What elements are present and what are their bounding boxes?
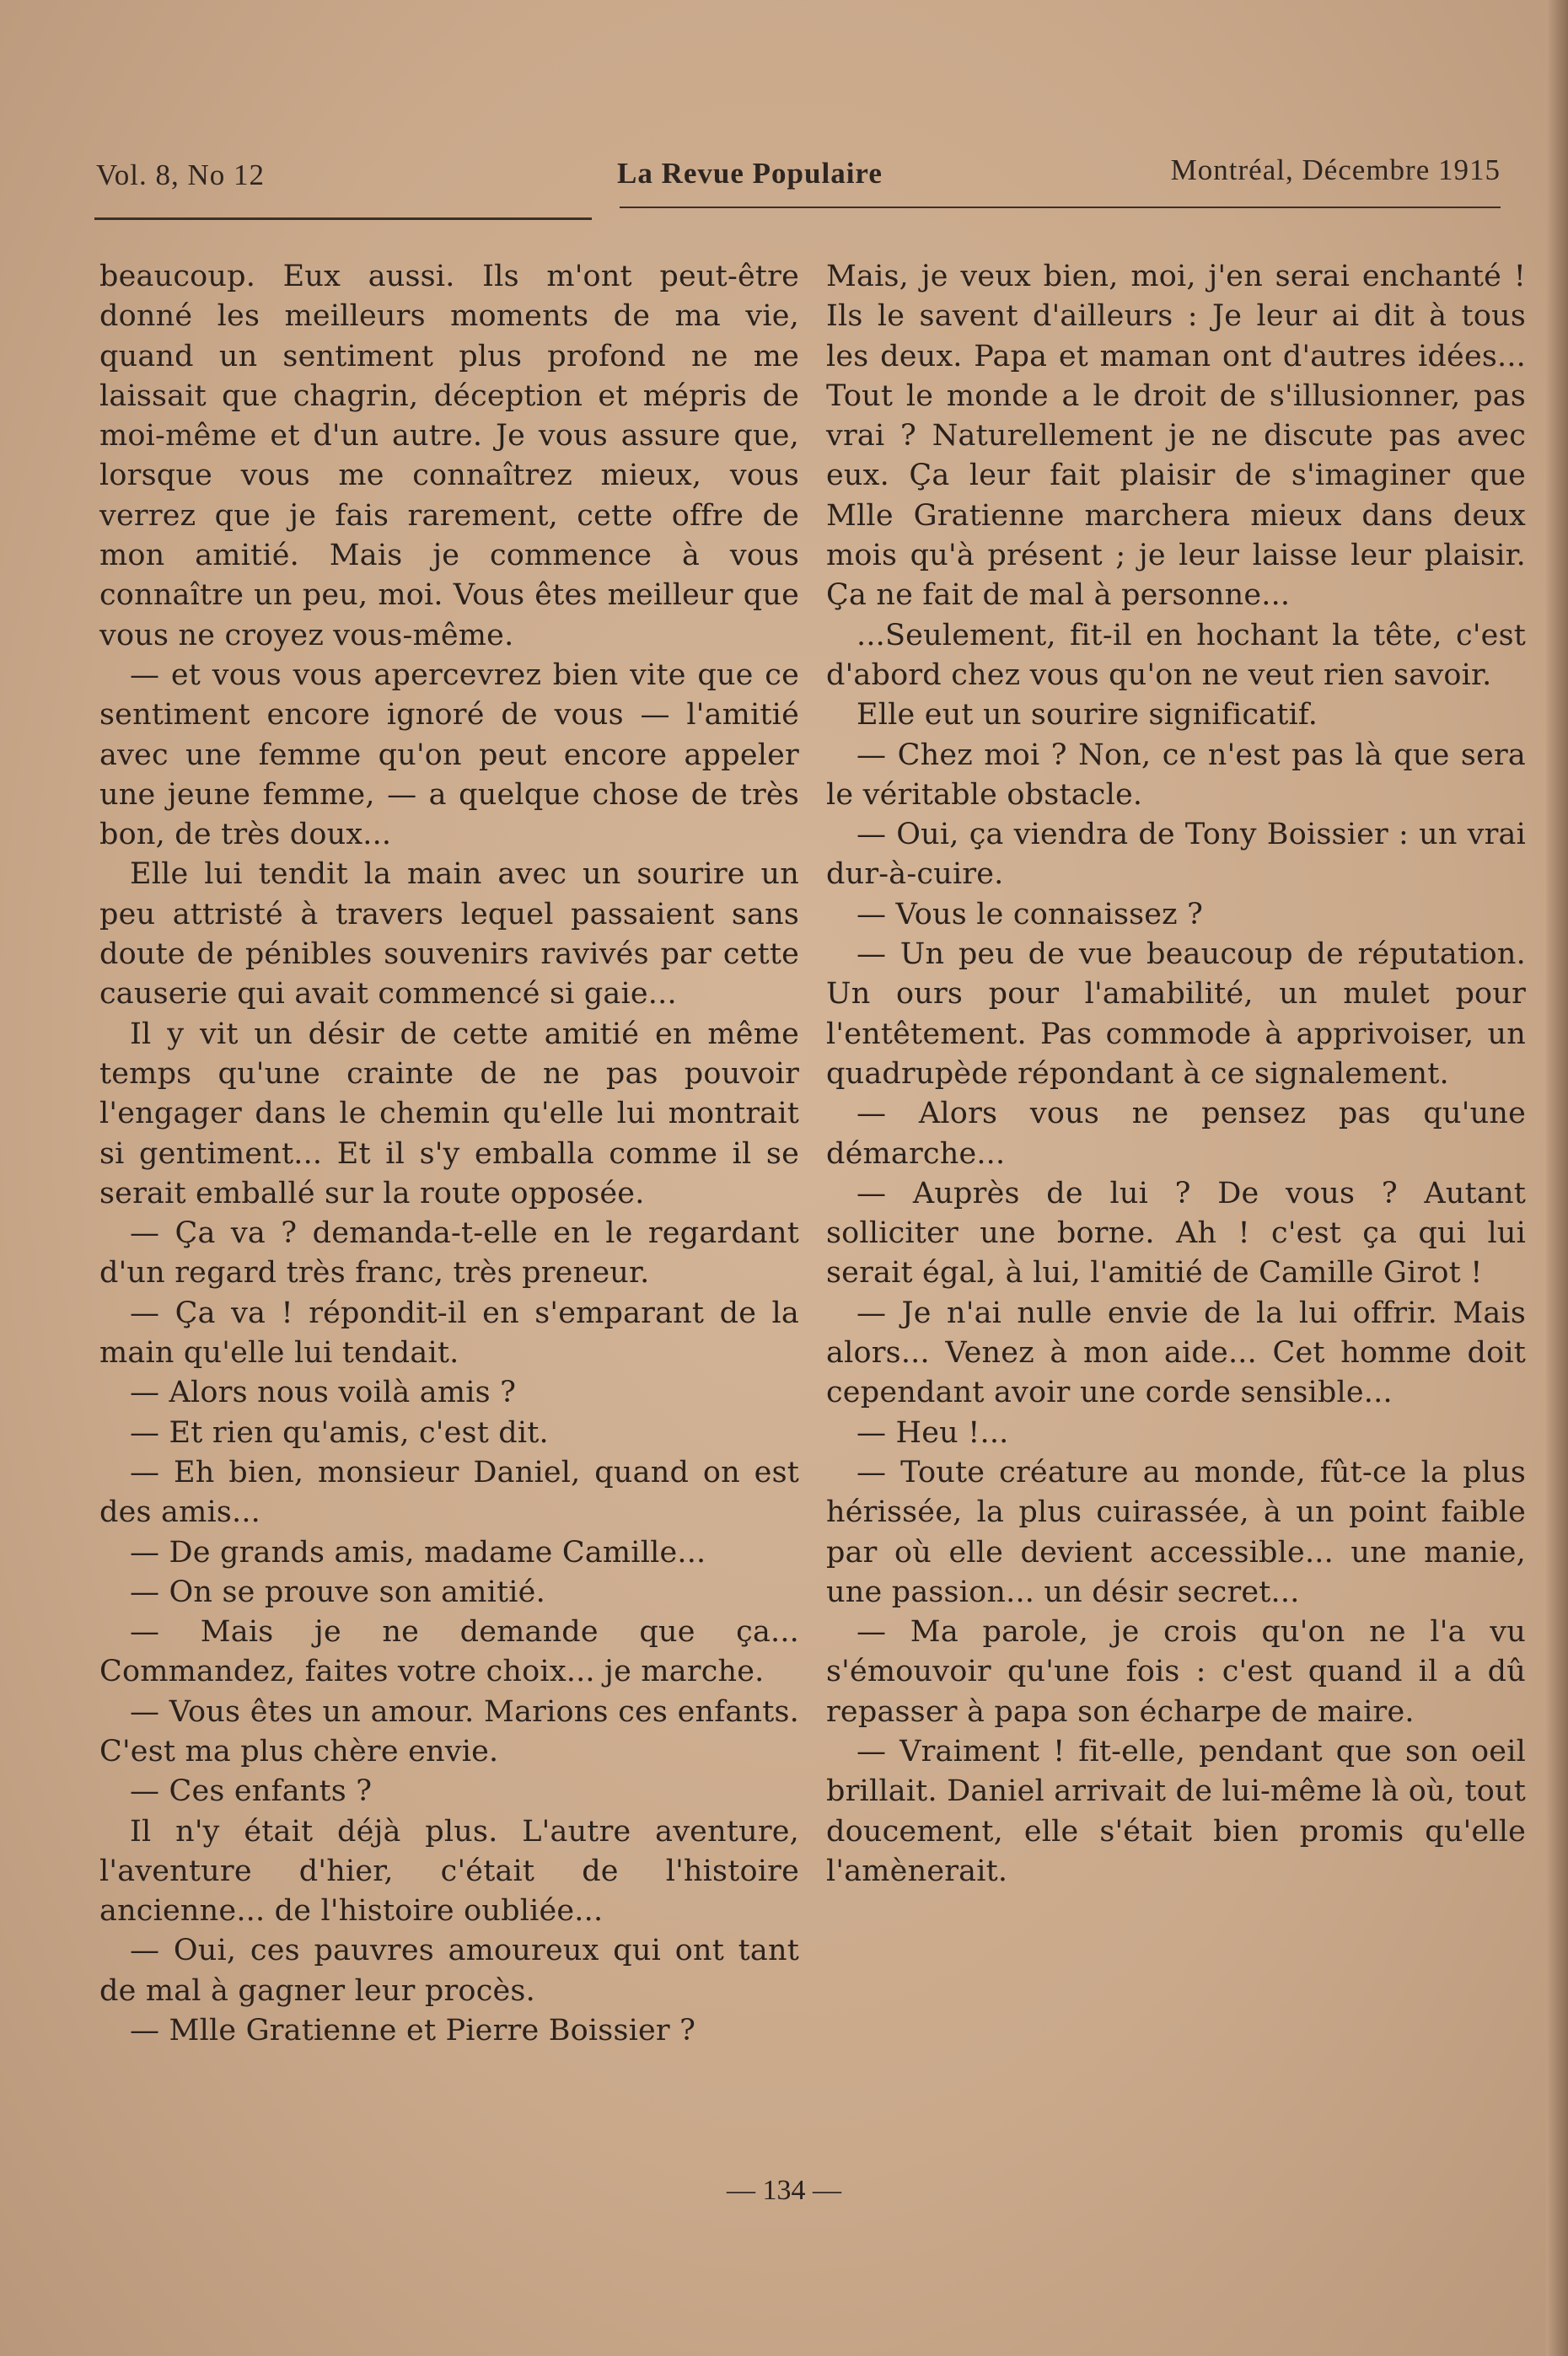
paragraph: Elle eut un sourire significatif. — [856, 698, 1318, 733]
paragraph: — Eh bien, monsieur Daniel, quand on est des amis... — [99, 1455, 799, 1530]
paragraph: Il y vit un désir de cette amitié en même temps qu'une crainte de ne pas pouvoir l'engager dans le chemin qu'elle lui montrait si gentiment... Et il s'y emballa comme il se serait emballé sur la route opposée. — [99, 1017, 799, 1210]
paragraph: — Mlle Gratienne et Pierre Boissier ? — [130, 2014, 696, 2048]
paragraph: — Oui, ça viendra de Tony Boissier : un vrai dur-à-cuire. — [826, 818, 1526, 892]
paragraph: — Auprès de lui ? De vous ? Autant solliciter une borne. Ah ! c'est ça qui lui serait égal, à lui, l'amitié de Camille Girot ! — [826, 1176, 1526, 1291]
paragraph: — On se prouve son amitié. — [130, 1575, 545, 1609]
header-rule-left — [94, 217, 592, 220]
paragraph: Elle lui tendit la main avec un sourire un peu attristé à travers lequel passaient sans doute de pénibles souvenirs ravivés par cette causerie qui avait commencé si gaie... — [99, 857, 799, 1012]
paragraph: beaucoup. Eux aussi. Ils m'ont peut-être donné les meilleurs moments de ma vie, quand un sentiment plus profond ne me laissait que chagrin, déception et mépris de moi-même et d'un autre. Je vous assure que, lorsque vous me connaîtrez mieux, vous verrez que je fais rarement, cette offre de mon amitié. Mais je commence à vous connaître un peu, moi. Vous êtes meilleur que vous ne croyez vous-même. — [99, 260, 799, 652]
page-header — [93, 153, 1501, 204]
page-number: — 134 — — [727, 2175, 841, 2206]
paragraph: — Ma parole, je crois qu'on ne l'a vu s'émouvoir qu'une fois : c'est quand il a dû repasser à papa son écharpe de maire. — [826, 1615, 1526, 1729]
paragraph: — Heu !... — [856, 1415, 1009, 1450]
paragraph: — Et rien qu'amis, c'est dit. — [130, 1415, 549, 1450]
paragraph: ...Seulement, fit-il en hochant la tête, c'est d'abord chez vous qu'on ne veut rien savoir. — [826, 618, 1526, 692]
paragraph: — Vous le connaissez ? — [856, 897, 1204, 931]
issue-date: Montréal, Décembre 1915 — [1170, 153, 1501, 186]
header-rule-right — [620, 207, 1501, 208]
paragraph: — Oui, ces pauvres amoureux qui ont tant de mal à gagner leur procès. — [99, 1934, 799, 2008]
paragraph: — Alors vous ne pensez pas qu'une démarche... — [826, 1097, 1526, 1171]
paragraph: — De grands amis, madame Camille... — [130, 1535, 706, 1570]
paragraph: — Chez moi ? Non, ce n'est pas là que sera le véritable obstacle. — [826, 738, 1526, 812]
paragraph: — Ces enfants ? — [130, 1774, 373, 1809]
page-edge-shadow — [1546, 0, 1568, 2356]
paragraph: — Ça va ? demanda-t-elle en le regardant d'un regard très franc, très preneur. — [99, 1216, 799, 1291]
paragraph: Il n'y était déjà plus. L'autre aventure, l'aventure d'hier, c'était de l'histoire ancienne... de l'histoire oubliée... — [99, 1814, 799, 1929]
paragraph: — Un peu de vue beaucoup de réputation. Un ours pour l'amabilité, un mulet pour l'entêtement. Pas commode à apprivoiser, un quadrupède répondant à ce signalement. — [826, 937, 1526, 1091]
paragraph: — Alors nous voilà amis ? — [130, 1376, 517, 1410]
paragraph: — Je n'ai nulle envie de la lui offrir. Mais alors... Venez à mon aide... Cet homme doit cependant avoir une corde sensible... — [826, 1296, 1526, 1410]
right-column — [826, 257, 1526, 1892]
paragraph: — Toute créature au monde, fût-ce la plus hérissée, la plus cuirassée, à un point faible par où elle devient accessible... une manie, une passion... un désir secret... — [826, 1455, 1526, 1609]
paragraph: — et vous vous apercevrez bien vite que ce sentiment encore ignoré de vous — l'amitié avec une femme qu'on peut encore appeler une jeune femme, — a quelque chose de très bon, de très doux... — [99, 657, 799, 852]
left-column — [99, 257, 799, 2051]
paragraph: — Mais je ne demande que ça... Commandez, faites votre choix... je marche. — [99, 1615, 799, 1689]
paragraph: Mais, je veux bien, moi, j'en serai enchanté ! Ils le savent d'ailleurs : Je leur ai dit à tous les deux. Papa et maman ont d'autres idées... Tout le monde a le droit de s'illusionner, pas vrai ? Naturellement je ne discute pas avec eux. Ça leur fait plaisir de s'imaginer que Mlle Gratienne marchera mieux dans deux mois qu'à présent ; je leur laisse leur plaisir. Ça ne fait de mal à personne... — [826, 260, 1526, 613]
paragraph: — Ça va ! répondit-il en s'emparant de la main qu'elle lui tendait. — [99, 1296, 799, 1371]
volume-number: Vol. 8, No 12 — [96, 158, 266, 191]
paragraph: — Vous êtes un amour. Marions ces enfants. C'est ma plus chère envie. — [99, 1694, 799, 1768]
publication-title: La Revue Populaire — [617, 157, 883, 190]
paragraph: — Vraiment ! fit-elle, pendant que son oeil brillait. Daniel arrivait de lui-même là où, tout doucement, elle s'était bien promis qu'elle l'amènerait. — [826, 1734, 1526, 1888]
